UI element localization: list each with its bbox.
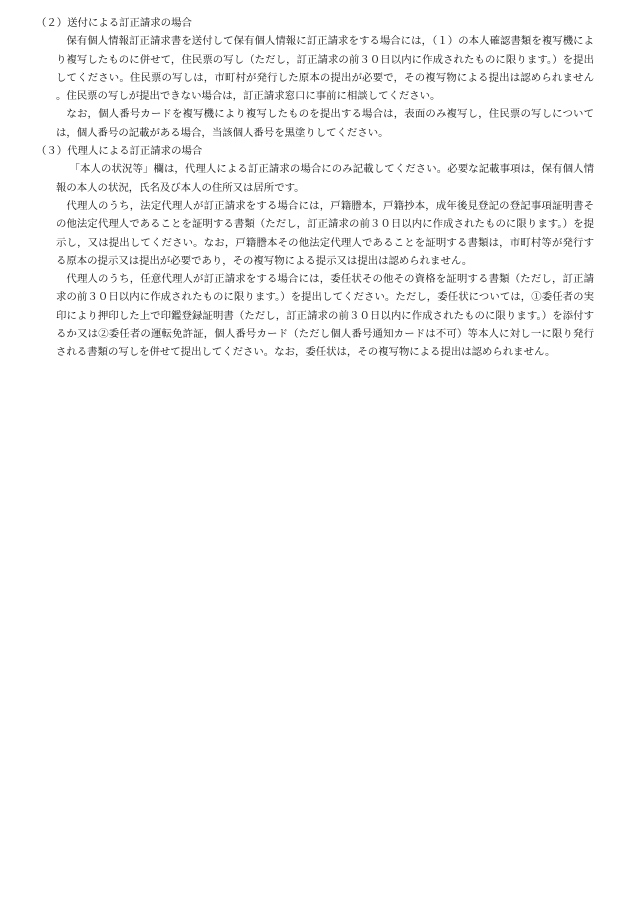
paragraph: 代理人のうち，法定代理人が訂正請求をする場合には，戸籍謄本，戸籍抄本，成年後見登記の登記事項証明書その他法定代理人であることを証明する書類（ただし，訂正請求の前３０日以内に作成されたものに限ります。）を提示し，又は提出してください。なお，戸籍謄本その他法定代理人であることを証明する書類は，市町村等が発行する原本の提示又は提出が必要であり，その複写物による提示又は提出は認められません。 xyxy=(56,199,594,267)
paragraph: 保有個人情報訂正請求書を送付して保有個人情報に訂正請求をする場合には，（１）の本人確認書類を複写機により複写したものに併せて，住民票の写し（ただし，訂正請求の前３０日以内に作成されたものに限ります。）を提出してください。住民票の写しは，市町村が発行した原本の提出が必要で，その複写物による提出は認められません。住民票の写しが提出できない場合は，訂正請求窓口に事前に相談してください。 xyxy=(56,35,594,103)
section-heading: （３）代理人による訂正請求の場合 xyxy=(36,145,203,158)
section-mail-request xyxy=(36,14,594,142)
section-heading: （２）送付による訂正請求の場合 xyxy=(36,17,192,29)
paragraph: 代理人のうち，任意代理人が訂正請求をする場合には，委任状その他その資格を証明する書類（ただし，訂正請求の前３０日以内に作成されたものに限ります。）を提出してください。ただし，委任状については，①委任者の実印により押印した上で印鑑登録証明書（ただし，訂正請求の前３０日以内に作成されたものに限ります。）を添付するか又は②委任者の運転免許証，個人番号カード（ただし個人番号通知カードは不可）等本人に対し一に限り発行される書類の写しを併せて提出してください。なお，委任状は，その複写物による提出は認められません。 xyxy=(56,273,594,359)
paragraph: なお，個人番号カードを複写機により複写したものを提出する場合は，表面のみ複写し，住民票の写しについては，個人番号の記載がある場合，当該個人番号を黒塗りしてください。 xyxy=(56,108,594,139)
section-agent-request xyxy=(36,142,594,362)
paragraph: 「本人の状況等」欄は，代理人による訂正請求の場合にのみ記載してください。必要な記載事項は，保有個人情報の本人の状況，氏名及び本人の住所又は居所です。 xyxy=(56,163,594,194)
